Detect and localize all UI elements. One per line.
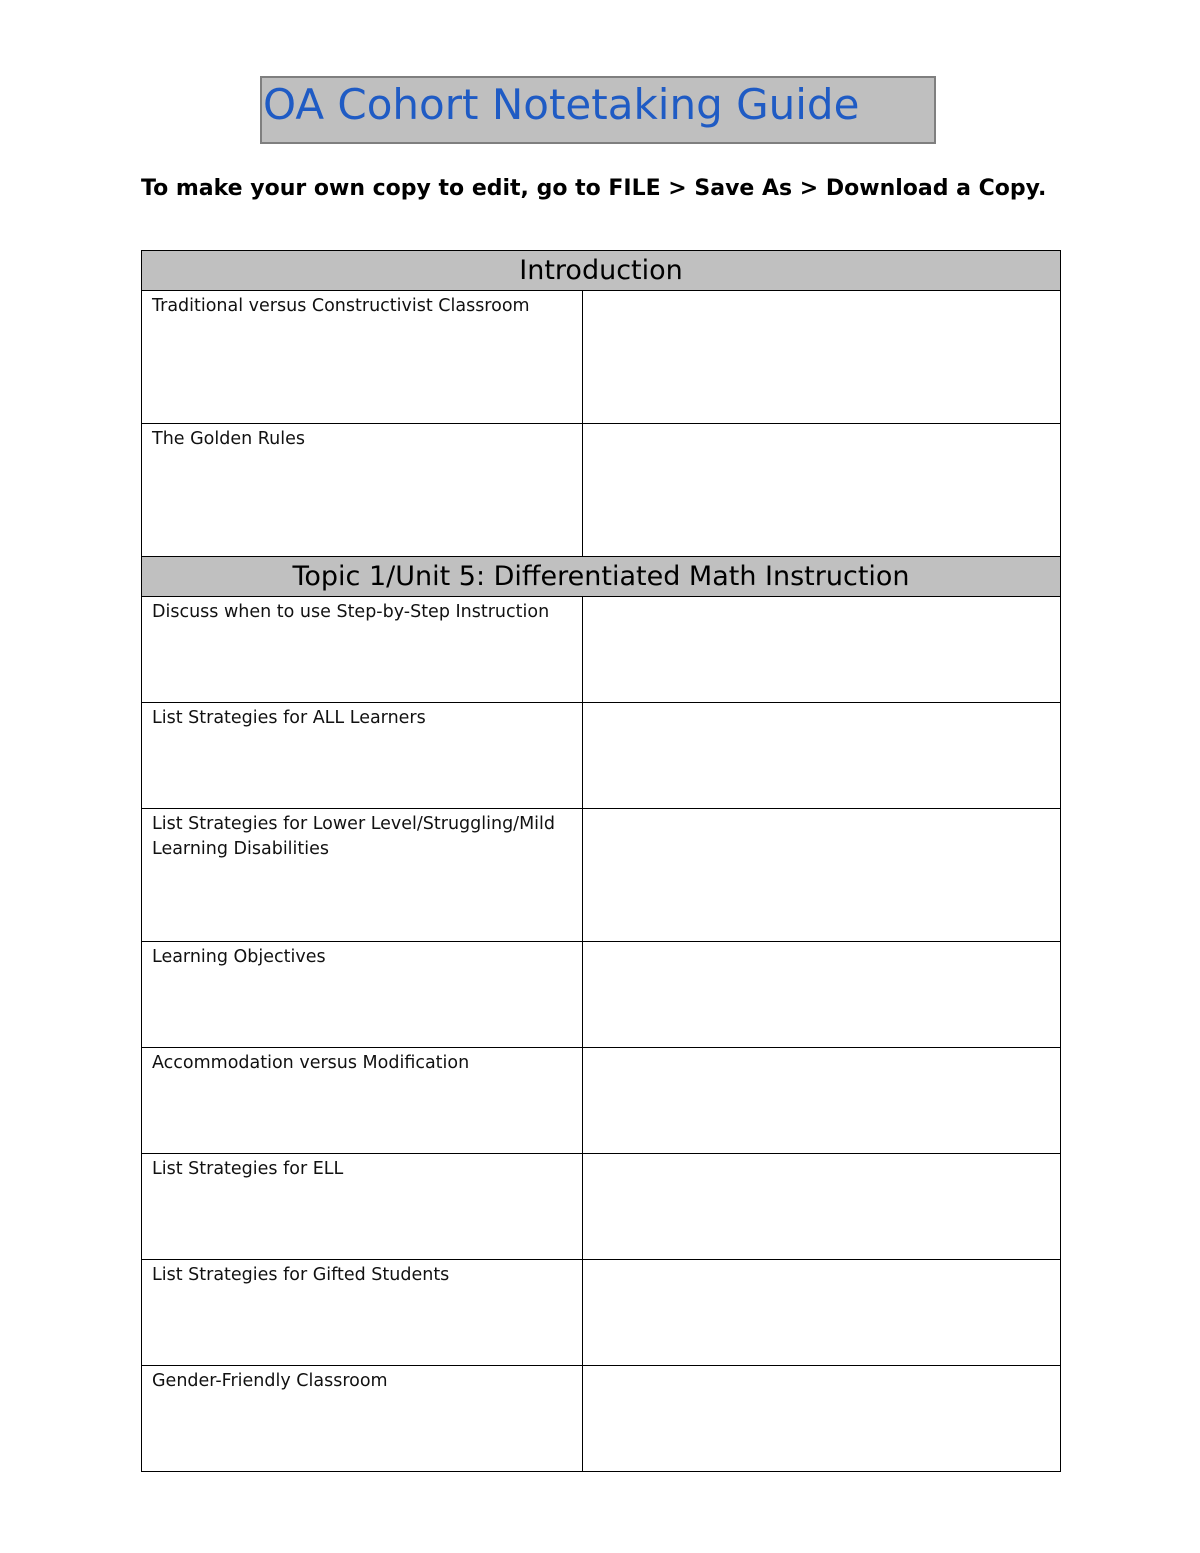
section-heading: Introduction xyxy=(142,251,1061,291)
page-title: OA Cohort Notetaking Guide xyxy=(263,80,860,129)
row-label: Gender-Friendly Classroom xyxy=(142,1366,583,1472)
notes-cell[interactable] xyxy=(583,1260,1061,1366)
notetaking-table xyxy=(141,250,1061,1472)
row-label: List Strategies for ELL xyxy=(142,1154,583,1260)
table-row xyxy=(142,809,1061,942)
row-label: Learning Objectives xyxy=(142,942,583,1048)
table-row xyxy=(142,597,1061,703)
table-row xyxy=(142,291,1061,424)
row-label: Traditional versus Constructivist Classroom xyxy=(142,291,583,424)
table-row xyxy=(142,942,1061,1048)
notes-cell[interactable] xyxy=(583,424,1061,557)
table-row xyxy=(142,1366,1061,1472)
row-label: List Strategies for Lower Level/Struggling/Mild Learning Disabilities xyxy=(142,809,583,942)
table-row xyxy=(142,703,1061,809)
notes-cell[interactable] xyxy=(583,809,1061,942)
copy-instructions: To make your own copy to edit, go to FILE > Save As > Download a Copy. xyxy=(141,176,1047,201)
row-label: List Strategies for ALL Learners xyxy=(142,703,583,809)
table-row xyxy=(142,424,1061,557)
section-header-topic-1 xyxy=(142,557,1061,597)
section-heading: Topic 1/Unit 5: Differentiated Math Instruction xyxy=(142,557,1061,597)
notes-cell[interactable] xyxy=(583,1154,1061,1260)
notes-cell[interactable] xyxy=(583,703,1061,809)
table-row xyxy=(142,1260,1061,1366)
notes-cell[interactable] xyxy=(583,1048,1061,1154)
notes-cell[interactable] xyxy=(583,291,1061,424)
notes-cell[interactable] xyxy=(583,597,1061,703)
row-label: The Golden Rules xyxy=(142,424,583,557)
section-header-introduction xyxy=(142,251,1061,291)
row-label: Discuss when to use Step-by-Step Instruction xyxy=(142,597,583,703)
row-label: List Strategies for Gifted Students xyxy=(142,1260,583,1366)
table-row xyxy=(142,1154,1061,1260)
row-label: Accommodation versus Modification xyxy=(142,1048,583,1154)
table-row xyxy=(142,1048,1061,1154)
notes-cell[interactable] xyxy=(583,942,1061,1048)
notes-cell[interactable] xyxy=(583,1366,1061,1472)
